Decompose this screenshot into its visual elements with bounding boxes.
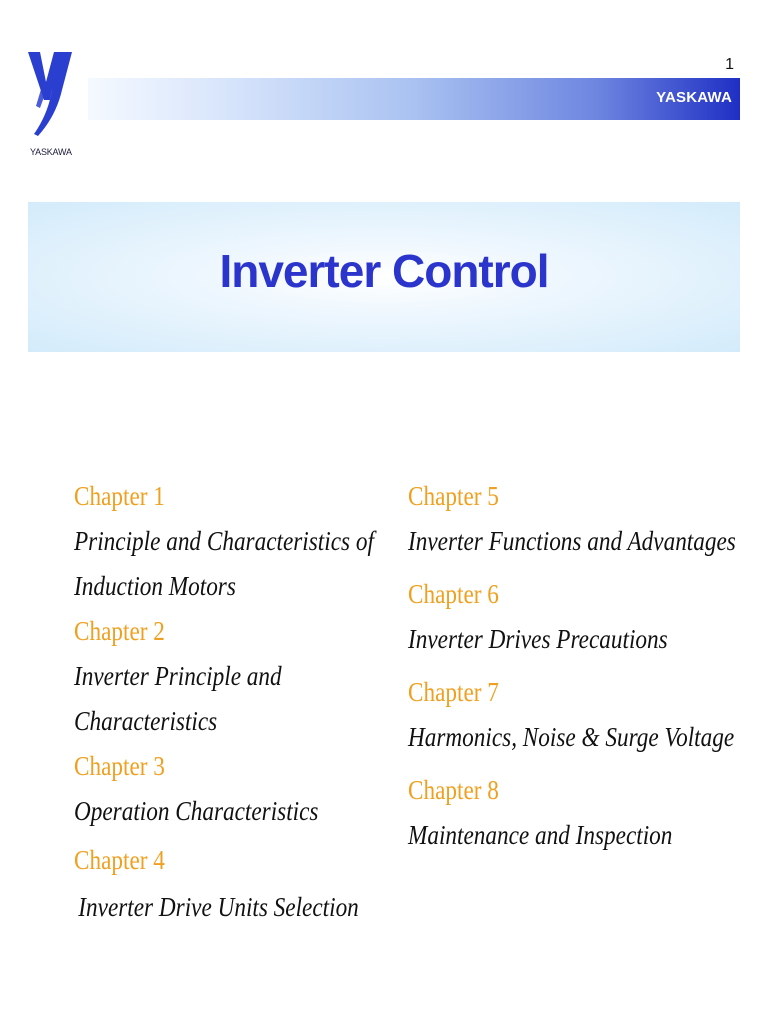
chapter-title-line: Inverter Drive Units Selection (78, 892, 359, 922)
chapter-label: Chapter 8 (408, 775, 499, 805)
yaskawa-logo-icon (26, 46, 76, 138)
chapter-title-line: Maintenance and Inspection (408, 820, 673, 850)
chapter-label: Chapter 4 (74, 845, 165, 875)
chapter-7 (408, 670, 738, 760)
chapter-title-line: Characteristics (74, 706, 218, 736)
chapter-label: Chapter 6 (408, 579, 499, 609)
chapter-title-line: Induction Motors (74, 571, 236, 601)
chapter-title-line: Harmonics, Noise & Surge Voltage (408, 722, 735, 752)
chapter-label: Chapter 2 (74, 616, 165, 646)
chapter-label: Chapter 3 (74, 751, 165, 781)
chapter-label: Chapter 1 (74, 481, 165, 511)
chapter-8 (408, 768, 738, 858)
chapter-title-line: Inverter Drives Precautions (408, 624, 668, 654)
chapter-label: Chapter 7 (408, 677, 499, 707)
header-band (88, 78, 740, 120)
chapter-label: Chapter 5 (408, 481, 499, 511)
yaskawa-logo (26, 46, 86, 166)
chapter-3 (74, 744, 384, 834)
chapter-title-line: Principle and Characteristics of (74, 526, 374, 556)
page-title: Inverter Control (219, 245, 549, 297)
chapter-5 (408, 474, 738, 564)
chapter-list-left (74, 474, 384, 930)
chapter-list-right (408, 474, 738, 866)
chapter-2 (74, 609, 384, 744)
chapter-title-line: Inverter Functions and Advantages (408, 526, 736, 556)
title-band (28, 202, 740, 352)
chapter-1 (74, 474, 384, 609)
logo-text: YASKAWA (30, 147, 72, 157)
header-brand: YASKAWA (656, 89, 732, 106)
chapter-title-line: Inverter Principle and (74, 661, 282, 691)
chapter-4 (74, 838, 384, 930)
chapter-title-line: Operation Characteristics (74, 796, 319, 826)
chapter-6 (408, 572, 738, 662)
page-number: 1 (725, 56, 734, 73)
